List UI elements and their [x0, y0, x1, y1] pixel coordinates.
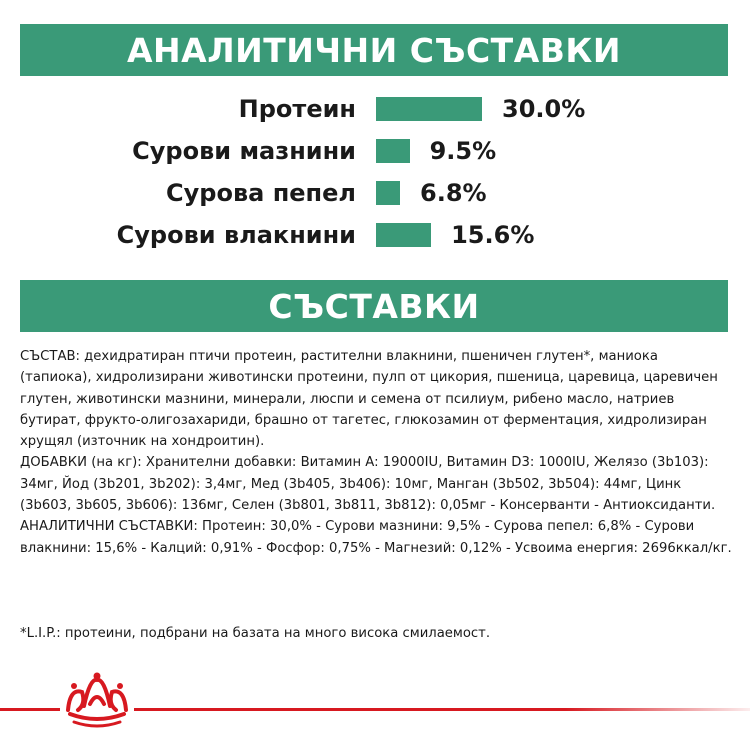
ingredients-section-title: СЪСТАВКИ: [20, 280, 728, 332]
analytic-row-label: Протеин: [238, 95, 356, 123]
additives-text: ДОБАВКИ (на кг): Хранителни добавки: Витамин A: 19000IU, Витамин D3: 1000IU, Желязо (3b103): 34мг, Йод (3b201, 3b202): 3,4мг, Мед (3b405, 3b406): 10мг, Манган (3b502, 3b504): 44мг, Цинк (3b603, 3b605, 3b606): 136мг, Селен (3b801, 3b811, 3b812): 0,05мг - Консерванти - Антиоксиданти.: [20, 455, 716, 514]
analytic-row: [0, 220, 750, 250]
analytic-row-label: Сурови мазнини: [132, 137, 356, 165]
analytic-section-title: АНАЛИТИЧНИ СЪСТАВКИ: [20, 24, 728, 76]
analytic-row-value: 30.0%: [502, 95, 586, 123]
analytic-row-bar: [376, 97, 482, 121]
analytic-row-label: Сурова пепел: [166, 179, 356, 207]
analytic-row-bar: [376, 223, 431, 247]
analytic-row-bar: [376, 139, 410, 163]
footnote: *L.I.P.: протеини, подбрани на базата на много висока смилаемост.: [20, 626, 491, 641]
analytic-row: [0, 94, 750, 124]
analytical-text: АНАЛИТИЧНИ СЪСТАВКИ: Протеин: 30,0% - Сурови мазнини: 9,5% - Сурова пепел: 6,8% - Сурови влакнини: 15,6% - Калций: 0,91% - Фосфор: 0,75% - Магнезий: 0,12% - Усвоима енергия: 2696ккал/кг.: [20, 519, 732, 556]
red-divider-right: [134, 708, 750, 711]
analytic-row-value: 15.6%: [451, 221, 535, 249]
analytic-row-value: 6.8%: [420, 179, 487, 207]
analytic-row-value: 9.5%: [429, 137, 497, 165]
ingredients-text: [20, 346, 732, 559]
analytic-row-bar: [376, 181, 400, 205]
analytic-row: [0, 136, 750, 166]
analytic-row-label: Сурови влакнини: [116, 221, 356, 249]
composition-text: СЪСТАВ: дехидратиран птичи протеин, растителни влакнини, пшеничен глутен*, маниока (тапиока), хидролизирани животински протеини, пулп от цикория, пшеница, царевица, царевичен глутен, животински мазнини, минерали, люспи и семена от псилиум, рибено масло, натриев бутират, фрукто-олигозахариди, брашно от тагетес, глюкозамин от ферментация, хидролизиран хрущял (източник на хондроитин).: [20, 349, 718, 450]
analytic-row: [0, 178, 750, 208]
brand-footer: [0, 668, 750, 750]
royal-canin-crown-icon: [60, 670, 134, 730]
red-divider-left: [0, 708, 60, 711]
